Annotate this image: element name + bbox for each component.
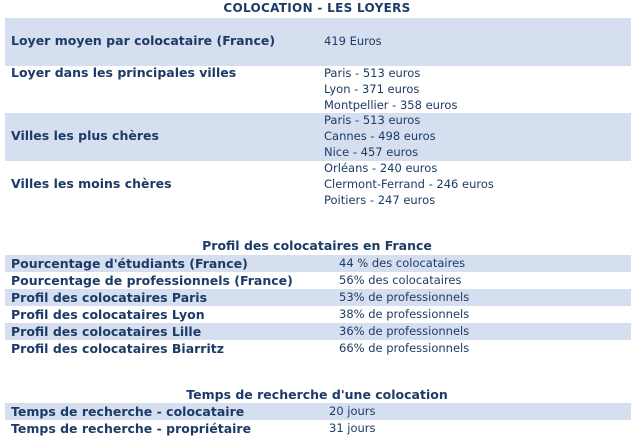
row-value: 53% de professionnels (339, 290, 470, 304)
table-row (5, 340, 631, 357)
row-value (324, 33, 382, 49)
value-line: Paris - 513 euros (324, 113, 421, 127)
row-label: Profil des colocataires Lille (11, 324, 202, 339)
value-line: Montpellier - 358 euros (324, 98, 458, 112)
table-row (5, 255, 631, 272)
row-value: 38% de professionnels (339, 307, 470, 321)
row-value: 44 % des colocataires (339, 256, 466, 270)
value-line: Nice - 457 euros (324, 145, 419, 159)
row-value: 31 jours (329, 421, 376, 435)
row-label: Temps de recherche - propriétaire (11, 421, 252, 436)
section-heading-recherche: Temps de recherche d'une colocation (186, 387, 448, 402)
table-row-loyer-moyen (5, 18, 631, 66)
row-label: Pourcentage d'étudiants (France) (11, 256, 248, 271)
table-row (5, 403, 631, 420)
value-line: 419 Euros (324, 34, 382, 48)
row-value (324, 65, 457, 113)
row-label: Villes les moins chères (11, 176, 172, 191)
row-value (324, 112, 436, 160)
page-title: COLOCATION - LES LOYERS (223, 1, 411, 15)
table-row (5, 420, 631, 437)
row-label: Villes les plus chères (11, 128, 159, 143)
table-row (5, 306, 631, 323)
table-row (5, 272, 631, 289)
table-row-moins-cheres (5, 161, 631, 209)
row-label: Profil des colocataires Lyon (11, 307, 205, 322)
value-line: Paris - 513 euros (324, 66, 421, 80)
value-line: Cannes - 498 euros (324, 129, 436, 143)
value-line: Clermont-Ferrand - 246 euros (324, 177, 494, 191)
value-line: Orléans - 240 euros (324, 161, 438, 175)
table-row (5, 323, 631, 340)
row-label: Temps de recherche - colocataire (11, 404, 245, 419)
row-label: Loyer moyen par colocataire (France) (11, 33, 276, 48)
row-label: Pourcentage de professionnels (France) (11, 273, 293, 288)
value-line: Poitiers - 247 euros (324, 193, 436, 207)
row-value: 56% des colocataires (339, 273, 462, 287)
table-row-plus-cheres (5, 113, 631, 161)
row-label: Loyer dans les principales villes (11, 65, 237, 80)
section-heading-profil: Profil des colocataires en France (202, 238, 432, 253)
table-row (5, 289, 631, 306)
row-value: 20 jours (329, 404, 376, 418)
row-label: Profil des colocataires Paris (11, 290, 208, 305)
row-label: Profil des colocataires Biarritz (11, 341, 224, 356)
table-row-principales-villes (5, 66, 631, 113)
value-line: Lyon - 371 euros (324, 82, 420, 96)
row-value: 36% de professionnels (339, 324, 470, 338)
row-value: 66% de professionnels (339, 341, 470, 355)
row-value (324, 160, 494, 208)
